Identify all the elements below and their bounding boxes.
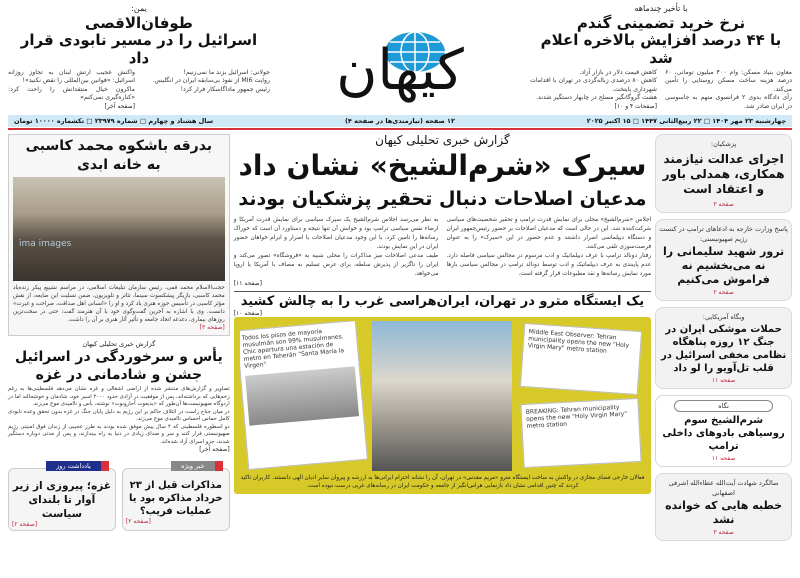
page-ref[interactable]: صفحه ۳ <box>713 201 734 208</box>
caption: فعالان خارجی فضای مجازی در واکنش به ساخت ایستگاه مترو «مریم مقدس» در تهران، آن را نشانه احترام ایرانی‌ها به ارزشه و پیروان سایر ادیان الهی دانستند. کاربران تاکید کردند که چنین اقدامی نشان داد بازنمایی هراس‌انگیز از جامعه و حکومت ایران در رسانه‌های غربی درست نبوده است. <box>240 474 645 489</box>
headline: حملات موشکی ایران در جنگ ۱۲ روزه پناهگاه نظامی مخفی اسرائیل در قلب تل‌آویو را لو داد <box>660 324 787 374</box>
bullet: دو اسطوره فلسطینی که ۴ سال پیش موفق شده بودند به طرز عجیبی از زندان فوق امنیتی رژیم صهیونیستی فرار کنند و سر و صدای زیادی در دنیا به راه بیندازند، و پس از مدتی دوباره دستگیر شدند، جزو اسرای آزاد شده‌اند. <box>7 423 230 445</box>
headline: سیرک «شرم‌الشیخ» نشان داد <box>238 148 647 182</box>
kicker: گزارش خبری تحلیلی کیهان <box>82 340 156 348</box>
tweet-card <box>520 323 642 395</box>
bullet: در میان جناح راست در ائتلاف حاکم بر این رژیم به دلیل پایان جنگ در غزه بدون تحقق وعده نابودی کامل حماس احساس ناامیدی موج می‌زند. <box>7 408 230 422</box>
tag-label: یادداشت روز <box>46 461 109 471</box>
center-column <box>234 134 651 494</box>
tweet-card <box>240 321 368 470</box>
page-ref[interactable]: [صفحه ۱۱] <box>233 279 262 287</box>
header <box>8 4 792 112</box>
kicker: یمن: <box>131 4 147 13</box>
page-ref[interactable]: [صفحه ۱۰] <box>233 309 262 317</box>
page-ref[interactable]: [صفحه آخر] <box>199 446 230 453</box>
bullet: جولانی: اسرائیل بزند ما نمی‌زنیم! <box>183 68 270 76</box>
page-ref[interactable]: صفحه ۱۱ <box>711 455 736 462</box>
headline: طوفان‌الاقصی <box>85 14 193 32</box>
masthead-logo <box>290 4 510 112</box>
page-ref[interactable]: [صفحه آخر] <box>104 102 135 110</box>
page-ref[interactable]: [صفحات ۴ و ۱۰] <box>614 102 657 110</box>
headline: یک ایستگاه مترو در تهران، ایران‌هراسی غرب را به چالش کشید <box>240 293 645 309</box>
tag-label: خبر ویژه <box>171 461 223 471</box>
sidebar <box>655 134 792 541</box>
headline: به خانه ابدی <box>77 157 161 173</box>
page-ref[interactable]: [صفحه ۲] <box>125 517 151 525</box>
kicker: نگاه <box>674 400 773 412</box>
bullets <box>8 69 270 112</box>
metro-collage <box>240 321 645 471</box>
headline: نرخ خرید تضمینی گندم <box>576 14 746 32</box>
lead-story[interactable] <box>234 134 651 288</box>
paragraph: به نظر می‌رسد اجلاس شرم‌الشیخ یک سیرک سیاسی برای نمایش قدرت آمریکا و ارضاء نفس سیاسی ترامپ بود و خوانش آن تنها نتیجه و دستاورد آن است که خوراک رسانه‌ها را تامین کرد. با این وجود مدعیان اصلاحات با اصرار و ابرام خواهان حضور ایران در این نمایش بودند. <box>233 216 439 250</box>
top-left-story[interactable] <box>8 4 270 111</box>
sidebar-story[interactable] <box>655 219 792 301</box>
sidebar-story[interactable] <box>655 473 792 541</box>
headline: مدعیان اصلاحات دنبال تحقیر پزشکیان بودند <box>238 187 647 210</box>
page-ref[interactable]: صفحه ۲ <box>713 289 734 296</box>
editorial-box[interactable] <box>8 461 116 531</box>
tweet-text: Middle East Observer: Tehran municipality opens the new "Holy Virgin Mary" metro station <box>527 328 629 355</box>
paragraph: رفتار دونالد ترامپ با عرف دیپلماتیک و ادب مرسوم در مجالس سیاسی فاصله دارد. عدم پایبندی به عرف دیپلماتیک و ادب توسط دونالد ترامپ در مجالس سیاسی بارها مورد نمایش رسانه‌ها و نقد مطبوعات قرار گرفته است. <box>446 252 652 277</box>
gaza-story[interactable] <box>8 340 230 454</box>
kicker: پزشکیان: <box>710 140 737 148</box>
bullet: کاهش قیمت دلار در بازار آزاد. <box>579 68 657 76</box>
special-news-box[interactable] <box>122 461 230 531</box>
kicker: گزارش خبری تحلیلی کیهان <box>375 133 510 147</box>
headline: جشن و شادمانی در غزه <box>35 367 203 383</box>
bullet: معاون بنیاد مسکن: وام ۴۰۰ میلیون تومانی، ۶۰ درصد هزینه ساخت مسکن روستایی را تأمین می‌کند. <box>665 68 793 93</box>
bullet: هشت گروگانگیر مسلح در چابهار دستگیر شدند. <box>536 94 657 102</box>
red-rule <box>8 128 792 130</box>
main-content <box>8 134 792 541</box>
bullet: ماکرون خیال منتقدانش را راحت کرد: «کناره‌گیری نمی‌کنم» <box>8 85 135 102</box>
bullet: روایت MI6 از نفوذ بی‌سابقه ایران در انگلیس. <box>152 77 270 85</box>
kicker: سالگرد شهادت آیت‌الله عطاءالله اشرفی اصفهانی <box>668 479 779 497</box>
page-ref[interactable]: صفحه ۳ <box>713 529 734 536</box>
bullet: کاهش ۸۰ درصدی زباله‌گردی در تهران با اقدامات شهرداری پایتخت. <box>530 77 658 93</box>
headline: مذاکرات قبل از ۲۳ خرداد مذاکره بود یا عملیات فریب؟ <box>128 479 223 517</box>
tweet-card <box>520 398 641 468</box>
bullets <box>530 69 792 112</box>
date: چهارشنبه ۲۳ مهر ۱۴۰۴ □ ۲۲ ربیع‌الثانی ۱۴۴۷ □ ۱۵ اکتبر ۲۰۲۵ <box>586 117 786 125</box>
metro-story[interactable] <box>234 295 651 494</box>
bullet: واکنش عجیب ارتش لبنان به تجاوز روزانه اسرائیل: «قوانین بین‌المللی را نقض نکنید»! <box>8 68 135 85</box>
kicker: با تأخیر چندماهه <box>634 4 688 13</box>
headline: با ۴۴ درصد افزایش بالاخره اعلام شد <box>540 31 782 67</box>
headline: بدرقه باشکوه محمد کاسبی <box>25 138 213 154</box>
headline: خطبه هایی که خوانده نشد <box>665 499 783 526</box>
top-right-story[interactable] <box>530 4 792 111</box>
page-count: ۱۲ صفحه (نیازمندی‌ها در صفحه ۴) <box>344 117 455 125</box>
body <box>234 216 651 288</box>
tweet-image <box>245 366 359 425</box>
headline: شرم‌الشیخ سوم روسیاهی بادوهای داخلی ترامپ <box>662 415 785 452</box>
funeral-photo <box>13 177 225 281</box>
headline: غزه؛ پیروزی از زیر آوار تا بلندای سیاست <box>12 479 111 520</box>
caption <box>13 284 225 332</box>
divider <box>234 291 651 292</box>
caption-text: حجت‌الاسلام محمد قمی، رئیس سازمان تبلیغات اسلامی، در مراسم تشییع پیکر زنده‌یاد محمد کاسبی، بازیگر پیشکسوت سینما، تئاتر و تلویزیون، ضمن تسلیت این ضایعه، از نقش مؤثر کاسبی در تأسیس حوزه هنری یاد کرد و او را «انسانی اهل صداقت، صراحت و غیرت» دانست. وی با اشاره به آخرین گفت‌وگوی خود با آن هنرمند گفت: حتی در سخت‌ترین روزهای بیماری، دغدغه اتحاد جامعه و تأثیر آثار هنری بر آن را داشت. <box>12 285 225 323</box>
logo-text: کیهان <box>336 38 464 103</box>
page-ref[interactable]: [صفحه ۲] <box>11 520 38 528</box>
paragraph: اجلاس «شرم‌الشیخ» محلی برای نمایش قدرت ترامپ و تحقیر شخصیت‌های سیاسی شرکت‌کننده شد. این در حالی است که مدعیان اصلاحات بر حضور رئیس‌جمهور ایران و دستگاه دیپلماسی اصرار داشتند و عدم حضور در این «سیرک» را به عنوان فرصت‌سوزی تلقی می‌کنند. <box>446 216 652 250</box>
tweet-text: Todos los pisos de mayoría musulmán son 99% musulmanes. Chic apertura una estación de metro en Teherán "Santa María la Virgen" <box>241 327 345 370</box>
small-boxes <box>8 461 230 531</box>
paragraph: طیف مدعی اصلاحات میز مذاکرات را محلی شبیه به «فروشگاه» تصور می‌کند و ایران را ناگزیر از پذیرش سلطه، برای عرض تسلیم به مصاف با آمریکا یا اروپا می‌خواهد. <box>233 252 439 277</box>
kicker: پاسخ وزارت خارجه به ادعاهای ترامپ در کنست رژیم صهیونیستی: <box>659 225 788 243</box>
sidebar-story[interactable] <box>655 395 792 467</box>
sidebar-story[interactable] <box>655 134 792 213</box>
kicker: وبگاه آمریکایی: <box>702 313 745 321</box>
bullet: رأی دادگاه بدوی ۲ فرانسوی متهم به جاسوسی در ایران صادر شد. <box>665 94 792 110</box>
headline: یأس و سرخوردگی در اسرائیل <box>14 349 223 365</box>
metro-image-frame <box>234 317 651 494</box>
funeral-story[interactable] <box>8 134 230 336</box>
watermark: ima images <box>18 239 72 249</box>
bullet: رئیس جمهور ماداگاسکار فرار کرد! <box>180 85 270 93</box>
headline: ترور شهید سلیمانی را نه می‌بخشیم نه فراموش می‌کنیم <box>662 245 785 286</box>
date-bar <box>8 115 792 127</box>
left-column <box>8 134 230 531</box>
bullet: تصاویر و گزارش‌های منتشر شده از اراضی اشغالی و غزه نشان می‌دهد فلسطینی‌ها به رغم زخم‌هایی که برداشته‌اند، پس از موفقیت در آزادی حدود ۲۰۰۰ اسیر خود، شادمان و خوشحالند اما در اردوگاه صهیونیست‌ها آن‌طور که «یدیعوت آحارونوت» نوشته، یأس و ناامیدی موج می‌زند. <box>7 386 230 407</box>
issue-info: سال هشتاد و چهارم □ شماره ۲۳۹۷۹ □ تکشماره ۱۰۰۰۰ تومان <box>14 117 214 125</box>
headline: اجرای عدالت نیازمند همکاری، همدلی باور و اعتقاد است <box>662 152 785 196</box>
headline: اسرائیل را در مسیر نابودی قرار داد <box>20 31 258 67</box>
page-ref[interactable]: [صفحه ۳] <box>199 324 225 331</box>
sidebar-story[interactable] <box>655 307 792 389</box>
metro-station-photo <box>372 321 512 471</box>
tweet-text: BREAKING: Tehran municipality opens the new "Holy Virgin Mary" metro station <box>525 403 627 430</box>
page-ref[interactable]: صفحه ۱۱ <box>711 377 736 384</box>
bullets <box>8 386 230 454</box>
